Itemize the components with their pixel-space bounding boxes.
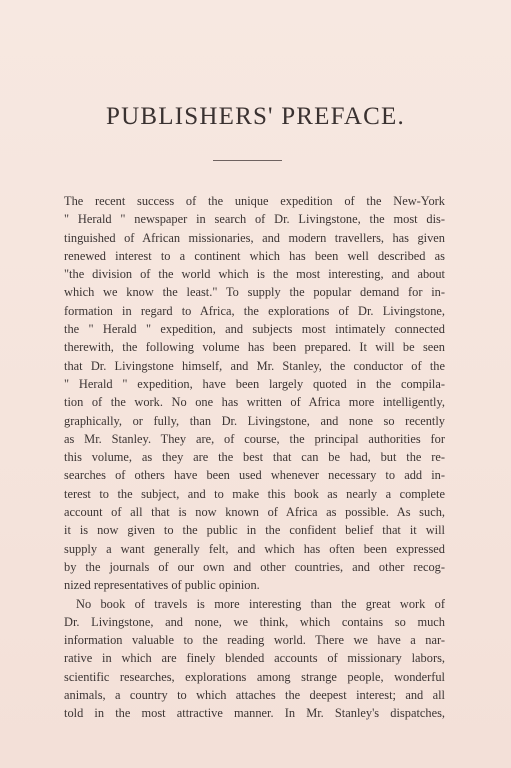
text-line: graphically, or fully, than Dr. Livingstone, and none so recently: [64, 413, 445, 428]
text-line: searches of others have been used whenever necessary to add in-: [64, 468, 445, 483]
text-line: therewith, the following volume has been prepared. It will be seen: [64, 340, 445, 355]
text-line: renewed interest to a continent which has been well described as: [64, 248, 445, 263]
text-line: told in the most attractive manner. In Mr. Stanley's dispatches,: [64, 706, 445, 721]
text-line: information valuable to the reading world. There we have a nar-: [64, 633, 445, 648]
text-line: The recent success of the unique expedition of the New-York: [64, 194, 445, 208]
text-line: as Mr. Stanley. They are, of course, the principal authorities for: [64, 431, 445, 446]
text-line: the " Herald " expedition, and subjects most intimately connected: [64, 322, 445, 337]
text-line: supply a want generally felt, and which has often been expressed: [64, 541, 445, 556]
text-line: " Herald " newspaper in search of Dr. Livingstone, the most dis-: [64, 212, 445, 227]
text-line: that Dr. Livingstone himself, and Mr. Stanley, the conductor of the: [64, 358, 445, 373]
text-line: " Herald " expedition, have been largely quoted in the compila-: [64, 376, 445, 391]
text-line: Dr. Livingstone, and none, we think, which contains so much: [64, 614, 445, 629]
text-line: terest to the subject, and to make this book as nearly a complete: [64, 486, 445, 501]
text-line: tion of the work. No one has written of Africa more intelligently,: [64, 395, 445, 410]
text-line: formation in regard to Africa, the explorations of Dr. Livingstone,: [64, 303, 445, 318]
text-line: it is now given to the public in the confident belief that it will: [64, 523, 445, 538]
text-line: "the division of the world which is the most interesting, and about: [64, 267, 445, 282]
text-line: rative in which are finely blended accounts of missionary labors,: [64, 651, 445, 666]
text-line: No book of travels is more interesting than the great work of: [76, 596, 445, 611]
text-line: account of all that is now known of Africa as possible. As such,: [64, 505, 445, 520]
text-line: animals, a country to which attaches the deepest interest; and all: [64, 688, 445, 703]
text-line: tinguished of African missionaries, and modern travellers, has given: [64, 230, 445, 245]
title-rule-divider: [213, 160, 282, 161]
text-line: this volume, as they are the best that can be had, but the re-: [64, 450, 445, 465]
text-line: which we know the least." To supply the popular demand for in-: [64, 285, 445, 300]
text-line: by the journals of our own and other countries, and other recog-: [64, 559, 445, 574]
text-line: scientific researches, explorations among strange people, wonderful: [64, 669, 445, 684]
text-line: nized representatives of public opinion.: [64, 578, 260, 593]
page-title: PUBLISHERS' PREFACE.: [106, 103, 405, 130]
preface-body: [64, 192, 445, 723]
